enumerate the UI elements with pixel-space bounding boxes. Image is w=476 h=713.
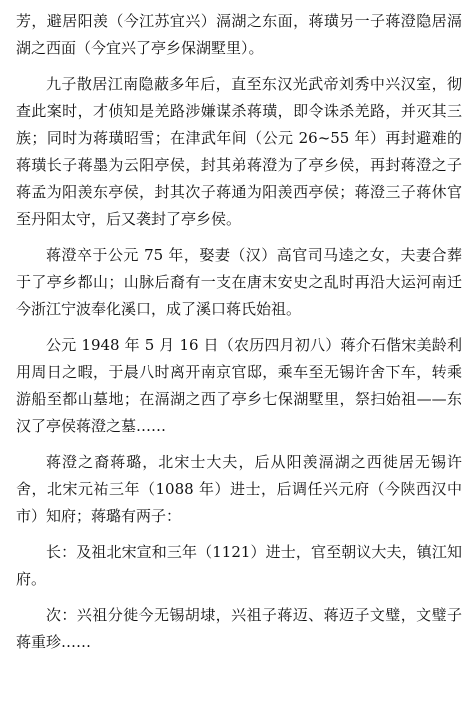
paragraph-7: 次：兴祖分徙今无锡胡埭，兴祖子蒋迈、蒋迈子文璧，文璧子蒋重珍…… <box>16 606 462 651</box>
paragraph-2: 九子散居江南隐蔽多年后，直至东汉光武帝刘秀中兴汉室，彻查此案时，才侦知是羌路涉嫌谋杀蒋璜，即令诛杀羌路，并灭其三族；同时为蒋璜昭雪；在津武年间（公元 26~55 年）再封避难的蒋璜长子蒋墨为云阳亭侯，封其弟蒋澄为了亭乡侯，再封蒋澄之子蒋孟为阳羡东亭侯，封其次子蒋通为阳羡西亭侯；蒋澄三子蒋休官至丹阳太守，后又袭封了亭乡侯。 <box>16 75 462 228</box>
paragraph-1: 芳，避居阳羡（今江苏宜兴）滆湖之东面，蒋璜另一子蒋澄隐居滆湖之西面（今宜兴了亭乡保湖墅里）。 <box>16 12 462 57</box>
paragraph-3: 蒋澄卒于公元 75 年，娶妻（汉）高官司马逵之女，夫妻合葬于了亭乡都山；山脉后裔有一支在唐末安史之乱时再沿大运河南迁今浙江宁波奉化溪口，成了溪口蒋氏始祖。 <box>16 246 462 318</box>
paragraph-6: 长：及祖北宋宣和三年（1121）进士，官至朝议大夫，镇江知府。 <box>16 543 462 588</box>
paragraph-4: 公元 1948 年 5 月 16 日（农历四月初八）蒋介石偕宋美龄利用周日之暇，于晨八时离开南京官邸，乘车至无锡许舍下车，转乘游船至都山墓地；在滆湖之西了亭乡七保湖墅里，祭扫始祖——东汉了亭侯蒋澄之墓…… <box>16 336 462 435</box>
paragraph-5: 蒋澄之裔蒋璐，北宋士大夫，后从阳羡滆湖之西徙居无锡许舍，北宋元祐三年（1088 年）进士，后调任兴元府（今陕西汉中市）知府；蒋璐有两子： <box>16 453 462 525</box>
